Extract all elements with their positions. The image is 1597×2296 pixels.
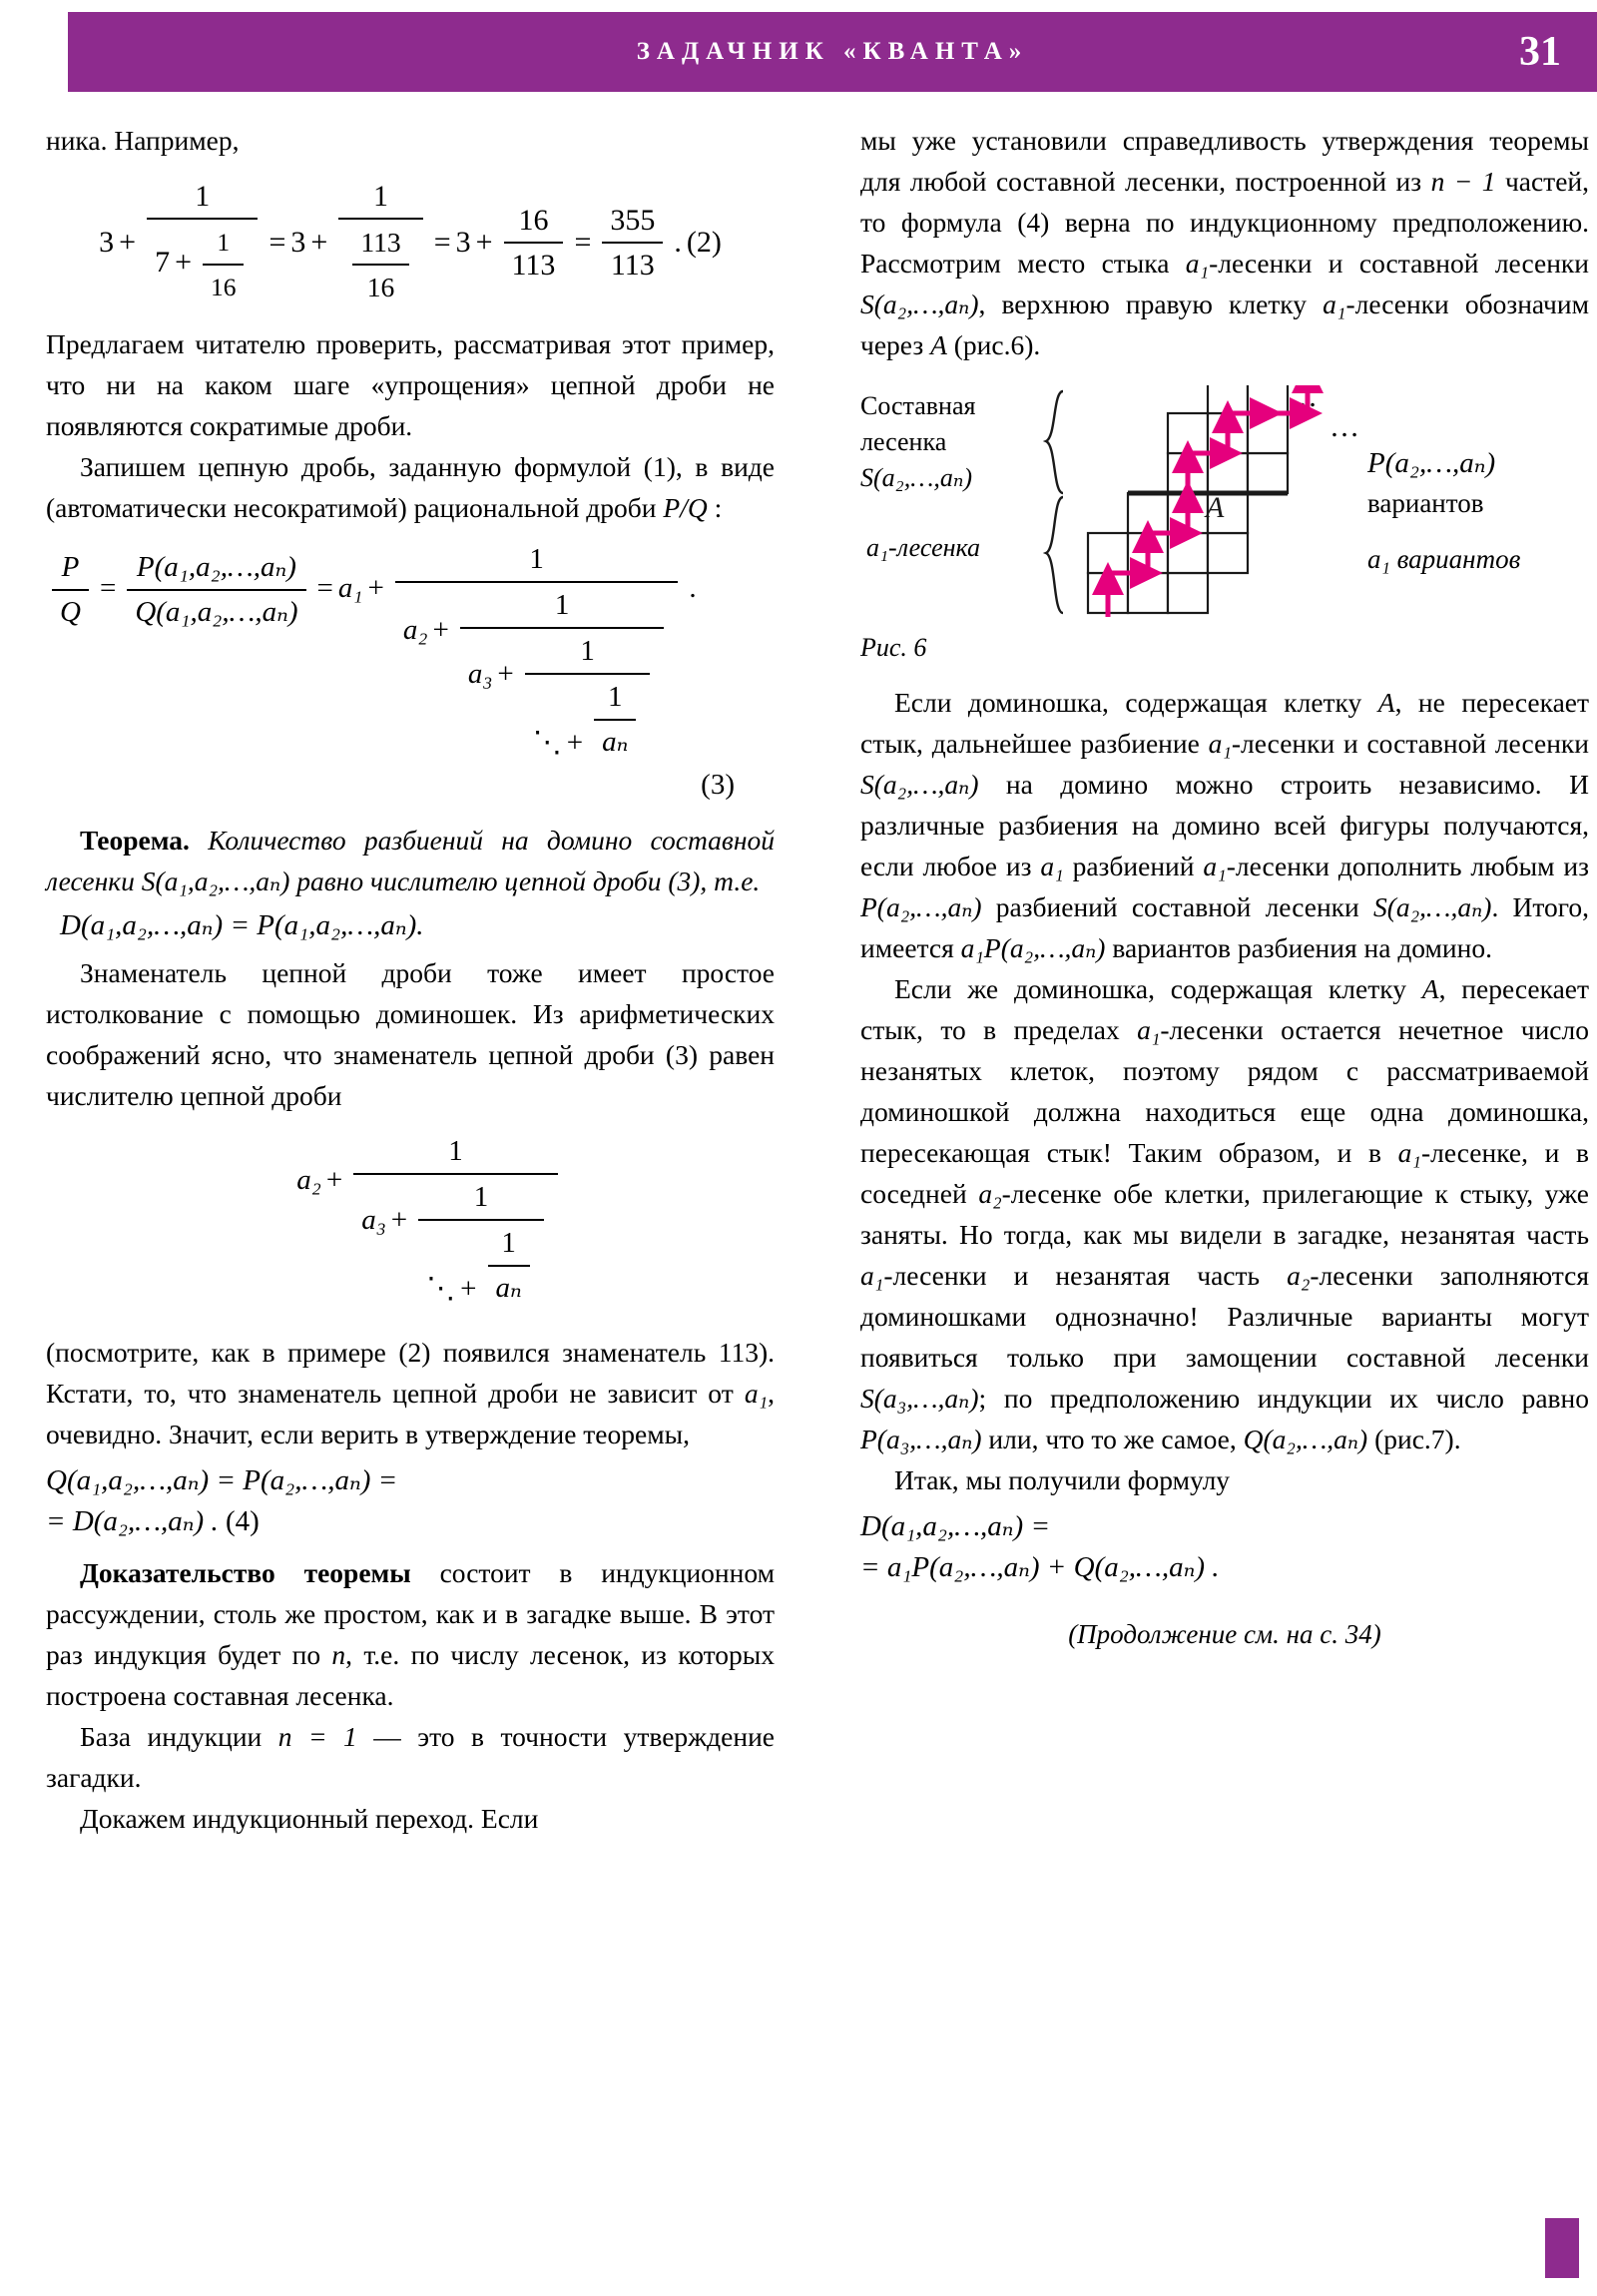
posmotrite-a1: a₁ [744,1378,769,1409]
myuzhe-a1b: a₁ [1323,288,1346,319]
eslizhe-a2b: a₂ [1287,1260,1311,1291]
esli-i: вариантов разбиения на домино. [1105,932,1492,963]
pq-symbol: P/Q [663,492,708,523]
eqd-plus-3: + [460,1273,477,1305]
brace-a1-stair [1046,497,1063,613]
eq3-Q: Q [60,596,81,628]
eqd-a3: a₃ [361,1204,386,1236]
eq2-frac-4 [602,199,663,287]
eq2-plus-1: + [119,226,137,259]
theorem-text-1: Количество разбиений на домино составной лесенки [46,825,776,896]
eslizhe-a: Если же доминошка, содержащая клетку [894,973,1422,1004]
esli-b: , не пересекает стык, дальнейшее разбиение [860,687,1590,759]
eslizhe-a2: a₂ [978,1178,1002,1209]
page-title: ЗАДАЧНИК «КВАНТА» [636,38,1029,65]
eq2-num-inner: 1 [217,228,231,257]
eslizhe-f: -лесенки и незанятая часть [883,1260,1288,1291]
eqd-cf-2 [418,1176,544,1311]
eq3-P-arglist: (a₁,a₂,…,aₙ) [154,551,296,583]
paragraph-itak: Итак, мы получили формулу [894,1464,1231,1495]
figure-staircase-diagram [860,385,1589,623]
proof-label: Доказательство теоремы [80,1557,411,1588]
eq2-den-113b: 113 [610,248,655,282]
myuzhe-f: (рис.6). [946,329,1041,360]
eqd-num-3: 1 [501,1227,516,1259]
eq3-P: P [61,551,80,583]
paragraph-esli-dominoshka [860,682,1589,968]
figure-cell-label-A: A [1206,491,1225,524]
theorem-statement: D(a₁,a₂,…,aₙ) = P(a₁,a₂,…,aₙ). [60,909,424,941]
myuzhe-S: S(a₂,…,aₙ) [860,288,979,319]
figure-label-composite-line3: S(a₂,…,aₙ) [860,463,973,492]
paragraph-baza [46,1716,775,1798]
theorem-S-args: S(a₁,a₂,…,aₙ) [141,865,290,896]
eq2-num-355: 355 [610,203,656,237]
eq2-frac-2 [338,175,422,309]
eqd-plus-1: + [325,1164,343,1196]
corner-mark [1545,2218,1579,2278]
eq2-equals-1: = [268,226,286,259]
esli-P: P(a₂,…,aₙ) [860,891,982,922]
eq2-plus-4: + [475,226,493,259]
myuzhe-a1: a₁ [1185,248,1210,279]
eq3-Q-arglist: (a₁,a₂,…,aₙ) [156,596,298,628]
eqd-cf-3 [488,1222,530,1310]
eq3-num-1: 1 [529,543,544,575]
zapishem-text: Запишем цепную дробь, заданную формулой (1), в виде (автоматически несократимой) рациональной дроби [46,451,775,523]
eq3-PQargs [127,546,305,634]
proof-text-2: , т.е. по числу лесенок, из которых построена составная лесенка. [46,1639,775,1711]
esli-a1b: a₁ [1040,851,1064,881]
eq3-a3: a₃ [467,658,493,690]
continuation-note: (Продолжение см. на с. 34) [1068,1619,1381,1649]
figure-label-composite-line2: лесенка [860,427,947,456]
eq3-period: . [689,572,697,604]
eqd-cf [353,1130,558,1312]
eqd-den-2 [353,1175,558,1312]
eq3-num-4: 1 [608,681,623,713]
eq2-113: 113 [360,227,401,258]
eslizhe-c: -лесенки остается нечетное число незанятых клеток, поэтому рядом с рассматриваемой доминошкой должна находиться еще одна доминошка, пересекающая стык! Таким образом, и в [860,1014,1589,1168]
eq2-equals-2: = [433,226,451,259]
eq2-plus-2: + [175,245,192,279]
esli-S: S(a₂,…,aₙ) [860,769,979,800]
eq2-frac-1 [147,175,258,309]
baza-b: — это в точности утверждение загадки. [46,1721,775,1793]
eqd-num-2: 1 [473,1181,489,1213]
eqd-an: aₙ [495,1272,522,1304]
eslizhe-g: -лесенки заполняются доминошками однозначно! Различные варианты могут появиться только при замощении составной лесенки [860,1260,1589,1373]
esli-h: . Итого, имеется [860,891,1589,963]
esli-A: A [1377,687,1395,718]
eq3-ddots: ⋱ [532,727,562,759]
eslizhe-e: -лесенке обе клетки, прилегающие к стыку, уже заняты. Но тогда, как мы видели в загадке, незанятая часть [860,1178,1589,1250]
posmotrite-a: (посмотрите, как в примере (2) появился знаменатель 113). Кстати, то, что знаменатель цепной дроби не зависит от [46,1337,775,1409]
esli-c: -лесенки и составной лесенки [1231,728,1589,759]
eq2-den-2 [338,220,422,309]
myuzhe-a: мы уже установили справедливость утверждения теоремы для любой составной лесенки, построенной из [860,125,1589,197]
eq2-plus-3: + [310,226,328,259]
eslizhe-i: или, что то же самое, [981,1424,1244,1454]
equation-3-number: (3) [701,769,735,801]
eq3-num-3: 1 [580,635,595,667]
eq2-period: . [674,226,682,259]
figure-6 [860,380,1589,623]
paragraph-esli-zhe [860,968,1589,1459]
eq3-num-2: 1 [554,589,570,621]
eqd-a2: a₂ [296,1164,321,1196]
theorem-label: Теорема. [80,825,190,856]
equation-3-number-wrap [46,765,775,806]
posmotrite-b: , очевидно. Значит, если верить в утверждение теоремы, [46,1378,775,1449]
eq3-cf-2 [460,584,665,766]
esli-d: на домино можно строить независимо. И различные разбиения на домино всей фигуры получаются, если любое из [860,769,1589,881]
equation-2 [46,175,775,309]
equation-final-line-2: = a₁P(a₂,…,aₙ) + Q(a₂,…,aₙ) . [860,1551,1220,1583]
paragraph-dokazatelstvo [46,1552,775,1716]
eslizhe-a1c: a₁ [860,1260,884,1291]
figure-label-composite-line1: Составная [860,391,976,420]
eq2-three-c: 3 [455,226,471,259]
brace-composite [1046,391,1063,493]
eq2-frac-113-16 [352,221,408,308]
eq3-plus-3: + [497,658,514,690]
eq3-Q-args [127,591,305,634]
figure-a1-variants-text: a₁ вариантов [1367,544,1521,574]
eq3-cf-3 [525,630,651,765]
eq2-three-b: 3 [290,226,306,259]
proof-n: n [331,1639,346,1670]
eq3-a2: a₂ [402,614,428,646]
eq2-den-1 [147,220,258,309]
baza-a: База индукции [80,1721,278,1752]
page-number: 31 [1519,29,1561,75]
esli-g: разбиений составной лесенки [981,891,1373,922]
equation-denominator [46,1130,775,1312]
eq3-PQ [52,546,89,634]
eq3-cf [395,538,679,767]
theorem-block [46,820,775,901]
paragraph-my-uzhe [860,120,1589,365]
eq3-Q-letter: Q [135,596,157,628]
myuzhe-b: частей, то формула (4) верна по индукционному предположению. Рассмотрим место стыка [860,166,1589,279]
eq3-equals-1: = [99,572,117,604]
right-column [860,120,1589,1655]
eslizhe-b: , пересекает стык, то в пределах [860,973,1589,1045]
eslizhe-P3: P(a₃,…,aₙ) [860,1424,982,1454]
figure-dots-upper: … [1288,380,1318,413]
eq3-an: aₙ [602,726,629,758]
page-header-band [68,12,1597,92]
eq2-num-1: 1 [195,180,211,213]
eq2-num-16: 16 [518,203,549,237]
paragraph-posmotrite [46,1332,775,1454]
eq2-three: 3 [99,226,115,259]
eslizhe-a1: a₁ [1137,1014,1161,1045]
equation-4-number: (4) [225,1505,260,1537]
paragraph-znamenatel: Знаменатель цепной дроби тоже имеет простое истолкование с помощью доминошек. Из арифметических соображений ясно, что знаменатель цепной дроби (3) равен числителю цепной дроби [46,957,775,1111]
figure-label-P: P(a₂,…,aₙ) [1367,447,1496,479]
eq3-plus-1: + [367,572,384,604]
eslizhe-a1b: a₁ [1397,1137,1421,1168]
myuzhe-e: -лесенки обозначим через [860,288,1589,360]
eq2-16: 16 [366,272,395,302]
eq3-plus-4: + [566,727,584,759]
esli-a1P: a₁P(a₂,…,aₙ) [960,932,1106,963]
proof-text-1: состоит в индукционном рассуждении, столь же простом, как и в загадке выше. В этот раз индукция будет по [46,1557,775,1670]
paragraph-predlagaem: Предлагаем читателю проверить, рассматривая этот пример, что ни на каком шаге «упрощения» цепной дроби не появляются сократимые дроби. [46,328,775,441]
eq3-P-args [129,546,304,589]
eq3-equals-2: = [316,572,333,604]
eq2-equals-3: = [574,226,592,259]
myuzhe-c: -лесенки и составной лесенки [1209,248,1589,279]
eslizhe-A: A [1421,973,1439,1004]
eq3-P-letter: P [136,551,155,583]
baza-n: n = 1 [277,1721,357,1752]
left-column [46,120,775,1839]
esli-e: разбиений [1063,851,1204,881]
esli-S2: S(a₂,…,aₙ) [1372,891,1492,922]
eq3-den-level4 [525,675,651,765]
eq3-plus-2: + [432,614,449,646]
eq2-seven: 7 [155,245,171,279]
paragraph-dokazhem: Докажем индукционный переход. Если [80,1803,539,1834]
paragraph-nika: ника. Например, [46,125,240,156]
eq4-line2-math: = D(a₂,…,aₙ) . [46,1505,219,1537]
eq3-den-level2 [395,583,679,767]
eqd-num-1: 1 [448,1135,463,1167]
eq3-a1: a₁ [337,572,363,604]
eq2-num-2: 1 [373,180,389,213]
eqd-den-3 [418,1221,544,1311]
figure-caption: Рис. 6 [860,633,927,662]
eqd-ddots: ⋱ [426,1273,456,1305]
eq2-den-inner: 16 [210,273,237,301]
esli-f: -лесенки дополнить любым из [1226,851,1590,881]
equation-4-line-1: Q(a₁,a₂,…,aₙ) = P(a₂,…,aₙ) = [46,1464,398,1496]
eq3-cf-4 [594,676,636,764]
eq2-frac-3 [504,199,564,287]
eslizhe-Q2: Q(a₂,…,aₙ) [1243,1424,1368,1454]
esli-a1c: a₁ [1203,851,1227,881]
figure-dots-right: … [1330,410,1359,443]
eslizhe-j: (рис.7). [1367,1424,1461,1454]
eqd-plus-2: + [390,1204,408,1236]
eq2-den-113: 113 [511,248,556,282]
paragraph-zapishem [46,446,775,528]
eslizhe-S3: S(a₃,…,aₙ) [860,1383,979,1414]
eq3-den-level3 [460,629,665,766]
eslizhe-h: ; по предположению индукции их число равно [978,1383,1589,1414]
eq2-frac-inner [203,221,245,308]
myuzhe-n: n − 1 [1430,166,1496,197]
myuzhe-A: A [930,329,947,360]
equation-final-line-1: D(a₁,a₂,…,aₙ) = [860,1510,1051,1542]
figure-label-variants: вариантов [1367,488,1484,518]
esli-a: Если доминошка, содержащая клетку [894,687,1378,718]
zapishem-tail: : [707,492,723,523]
eslizhe-d: -лесенке, и в соседней [860,1137,1589,1209]
theorem-text-2: равно числителю цепной дроби (3), т.е. [289,865,761,896]
equation-2-number: (2) [686,226,722,259]
equation-4-line-2 [46,1501,775,1542]
esli-a1: a₁ [1208,728,1232,759]
myuzhe-d: , верхнюю правую клетку [978,288,1324,319]
figure-label-a1-stair: a₁-лесенка [866,533,981,562]
equation-3 [46,538,775,767]
